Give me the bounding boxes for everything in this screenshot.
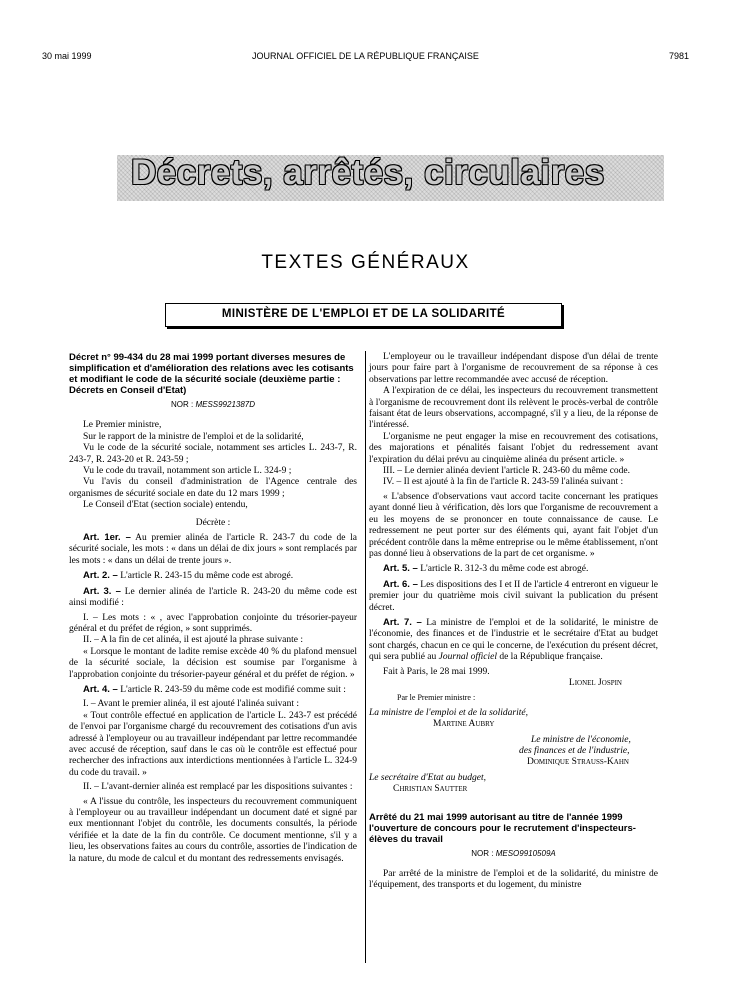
article-1 [69, 532, 357, 567]
article-4-quote-2-cont: L'employeur ou le travailleur indépendant dispose d'un délai de trente jours pour faire part à l'organisme de recouvrement de sa réponse à ces observations par lettre recommandée avec accusé de réception. [369, 352, 658, 385]
par-le-premier-ministre: Par le Premier ministre : [397, 693, 476, 703]
article-label: Art. 6. – [383, 578, 418, 590]
column-divider [365, 351, 366, 963]
nor-label: NOR : [471, 848, 494, 858]
article-label: Art. 4. – [83, 683, 118, 695]
article-text: Le dernier alinéa de l'article R. 243-20 du même code est ainsi modifié : [69, 586, 357, 609]
article-7 [369, 617, 658, 664]
preamble-line: Vu le code du travail, notamment son article L. 324-9 ; [83, 466, 292, 477]
decrete-label: Décrète : [195, 517, 231, 528]
article-3-ii: II. – A la fin de cet alinéa, il est ajouté la phrase suivante : [83, 635, 304, 646]
arrete-nor [369, 848, 658, 859]
section-title: TEXTES GÉNÉRAUX [261, 252, 470, 273]
header-journal-title: JOURNAL OFFICIEL DE LA RÉPUBLIQUE FRANÇAISE [252, 51, 479, 61]
minister-3-title: Le secrétaire d'Etat au budget, [369, 772, 486, 783]
article-3-i: I. – Les mots : « , avec l'approbation conjointe du trésorier-payeur général et du préfet de région, » sont supprimés. [69, 612, 357, 634]
minister-2-name: Dominique Strauss-Kahn [527, 757, 629, 768]
article-4-quote-2-cont: A l'expiration de ce délai, les inspecteurs du recouvrement transmettent à l'organisme de recouvrement dont ils relèvent le procès-verbal de contrôle faisant état de leurs observations, accompagné, s'il y a lieu, de la réponse de l'intéressé. [369, 386, 658, 431]
article-4-ii: II. – L'avant-dernier alinéa est remplacé par les dispositions suivantes : [83, 782, 353, 793]
arrete-title: Arrêté du 21 mai 1999 autorisant au titre de l'année 1999 l'ouverture de concours pour le recrutement d'inspecteurs-élèves du travail [369, 811, 636, 845]
decret-nor [69, 399, 357, 410]
article-4-quote-2-cont: L'organisme ne peut engager la mise en recouvrement des cotisations, des majorations et pénalités faisant l'objet du redressement avant l'expiration du délai prévu au cinquième alinéa du présent article. » [369, 431, 658, 465]
journal-officiel-ref: Journal officiel [438, 652, 497, 663]
decret-title: Décret n° 99-434 du 28 mai 1999 portant diverses mesures de simplification et d'amélioration des relations avec les cotisants et modifiant le code de la sécurité sociale (deuxième partie : Décrets en Conseil d'Etat) [69, 352, 354, 396]
article-4-iv: IV. – Il est ajouté à la fin de l'article R. 243-59 l'alinéa suivant : [383, 477, 624, 488]
article-text: L'article R. 243-15 du même code est abrogé. [120, 571, 294, 582]
article-label: Art. 5. – [383, 563, 418, 575]
preamble-line: Sur le rapport de la ministre de l'emploi et de la solidarité, [83, 431, 304, 442]
signature-pm: Lionel Jospin [568, 677, 622, 688]
nor-label: NOR : [170, 400, 194, 409]
article-3 [69, 586, 357, 610]
article-5 [369, 563, 658, 575]
article-2 [69, 570, 357, 582]
article-4-quote-3: « L'absence d'observations vaut accord tacite concernant les pratiques ayant donné lieu à vérification, dès lors que l'organisme de recouvrement a eu les moyens de se prononcer en toute connaissance de cause. Le redressement ne peut porter sur des éléments qui, ayant fait l'objet d'un précédent contrôle dans la même entreprise ou le même établissement, n'ont pas donné lieu à observations de la part de cet organisme. » [369, 491, 658, 559]
preamble-line: Vu le code de la sécurité sociale, notamment ses articles L. 243-7, R. 243-7, R. 243-20 et R. 243-59 ; [69, 443, 357, 465]
minister-2-title-cont: des finances et de l'industrie, [519, 746, 630, 756]
nor-code: MESO9910509A [495, 848, 556, 858]
nor-code: MESS9921387D [195, 400, 256, 409]
article-4-i: I. – Avant le premier alinéa, il est ajouté l'alinéa suivant : [83, 699, 300, 710]
fait-a-paris: Fait à Paris, le 28 mai 1999. [383, 666, 490, 677]
preamble-line: Le Premier ministre, [83, 420, 162, 431]
article-text: L'article R. 243-59 du même code est modifié comme suit : [120, 684, 346, 695]
preamble-line: Vu l'avis du conseil d'administration de l'Agence centrale des organismes de sécurité sociale en date du 12 mars 1999 ; [69, 477, 357, 499]
minister-1-title: La ministre de l'emploi et de la solidarité, [369, 707, 528, 718]
preamble-line: Le Conseil d'Etat (section sociale) entendu, [83, 500, 248, 511]
article-4-quote-2: « A l'issue du contrôle, les inspecteurs du recouvrement communiquent à l'employeur ou au travailleur indépendant un document daté et signé par eux mentionnant l'objet du contrôle, les documents consultés, la période vérifiée et la date de la fin du contrôle. Ce document mentionne, s'il y a lieu, les observations faites au cours du contrôle, assorties de l'indication de la nature, du mode de calcul et du montant des redressements envisagés. [69, 796, 357, 864]
ministry-heading: MINISTÈRE DE L'EMPLOI ET DE LA SOLIDARITÉ [165, 303, 562, 327]
article-3-quote: « Lorsque le montant de ladite remise excède 40 % du plafond mensuel de la sécurité sociale, la décision est soumise par l'organisme à l'approbation conjointe du trésorier-payeur général et du préfet de région. » [69, 646, 357, 680]
arrete-body: Par arrêté de la ministre de l'emploi et de la solidarité, du ministre de l'équipement, des transports et du logement, du ministre [369, 869, 658, 891]
article-text: L'article R. 312-3 du même code est abrogé. [420, 564, 589, 575]
article-label: Art. 3. – [83, 585, 121, 597]
banner-title: Décrets, arrêtés, circulaires [131, 155, 605, 192]
article-text: Au premier alinéa de l'article R. 243-7 du code de la sécurité sociale, les mots : « dans un délai de dix jours » sont remplacés par les mots : « dans un délai de trente jours ». [69, 533, 357, 566]
minister-3-name: Christian Sautter [393, 784, 468, 795]
article-label: Art. 2. – [83, 570, 118, 582]
left-column [69, 352, 357, 865]
header-page-number: 7981 [668, 51, 689, 61]
article-label: Art. 7. – [383, 616, 422, 628]
article-6 [369, 579, 658, 614]
article-text: de la République française. [499, 652, 603, 663]
article-label: Art. 1er. – [83, 532, 131, 544]
article-text: Les dispositions des I et II de l'article 4 entreront en vigueur le premier jour du quatrième mois civil suivant la publication du présent décret. [369, 579, 658, 613]
header-date: 30 mai 1999 [42, 51, 92, 61]
minister-2-title: Le ministre de l'économie, [531, 734, 631, 745]
article-text: La ministre de l'emploi et de la solidarité, le ministre de l'économie, des finances et de l'industrie et le secrétaire d'Etat au budget sont chargés, chacun en ce qui le concerne, de l'exécution du présent décret, qui sera publié au [369, 617, 658, 663]
article-4 [69, 684, 357, 696]
article-4-quote-1: « Tout contrôle effectué en application de l'article L. 243-7 est précédé de l'envoi par l'organisme chargé du recouvrement des cotisations d'un avis adressé à l'employeur ou au travailleur indépendant par lettre recommandée avec accusé de réception, sauf dans le cas où le contrôle est effectué pour rechercher des infractions aux interdictions mentionnées à l'article L. 324-9 du code du travail. » [69, 710, 357, 778]
minister-1-name: Martine Aubry [433, 719, 495, 730]
article-4-iii: III. – Le dernier alinéa devient l'article R. 243-60 du même code. [383, 466, 631, 477]
right-column [369, 352, 658, 892]
section-banner [117, 155, 664, 201]
